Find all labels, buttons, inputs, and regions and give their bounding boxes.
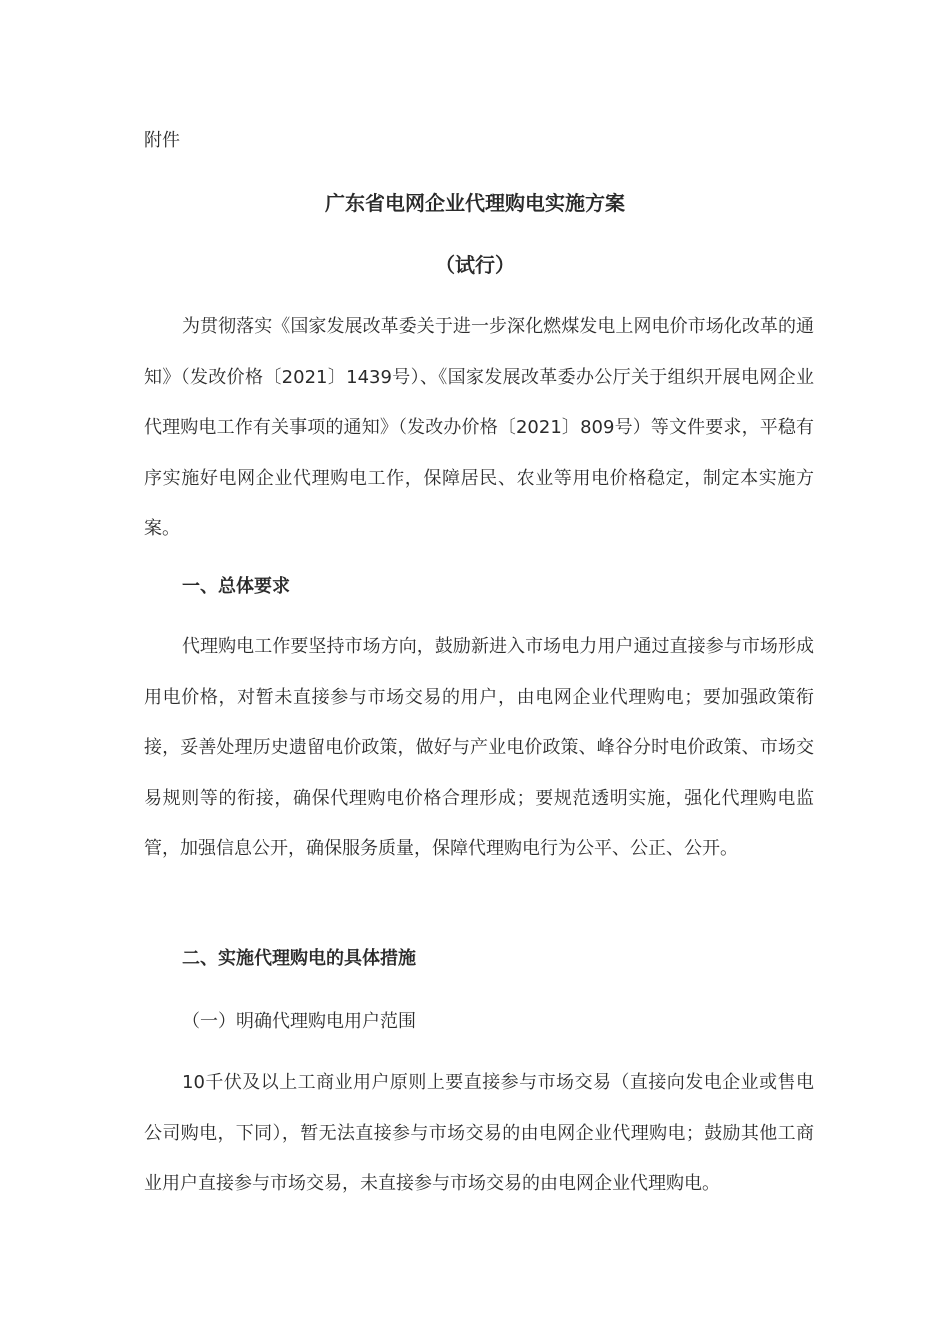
attachment-label: 附件 [144,130,180,151]
user-scope-paragraph: 10千伏及以上工商业用户原则上要直接参与市场交易（直接向发电企业或售电公司购电，下同），暂无法直接参与市场交易的由电网企业代理购电；鼓励其他工商业用户直接参与市场交易，未直接参与市场交易的由电网企业代理购电。 [144,1072,814,1194]
intro-paragraph: 为贯彻落实《国家发展改革委关于进一步深化燃煤发电上网电价市场化改革的通知》（发改价格〔2021〕1439号）、《国家发展改革委办公厅关于组织开展电网企业代理购电工作有关事项的通知》（发改办价格〔2021〕809号）等文件要求，平稳有序实施好电网企业代理购电工作，保障居民、农业等用电价格稳定，制定本实施方案。 [144,316,814,539]
section-heading-specific-measures: 二、实施代理购电的具体措施 [182,948,416,969]
section-heading-general-requirements: 一、总体要求 [182,576,290,597]
general-requirements-paragraph: 代理购电工作要坚持市场方向，鼓励新进入市场电力用户通过直接参与市场形成用电价格，对暂未直接参与市场交易的用户，由电网企业代理购电；要加强政策衔接，妥善处理历史遗留电价政策，做好与产业电价政策、峰谷分时电价政策、市场交易规则等的衔接，确保代理购电价格合理形成；要规范透明实施，强化代理购电监管，加强信息公开，确保服务质量，保障代理购电行为公平、公正、公开。 [144,636,814,859]
subsection-heading-user-scope: （一）明确代理购电用户范围 [182,1011,416,1032]
document-title: 广东省电网企业代理购电实施方案 [325,191,625,215]
document-subtitle: （试行） [435,253,515,277]
